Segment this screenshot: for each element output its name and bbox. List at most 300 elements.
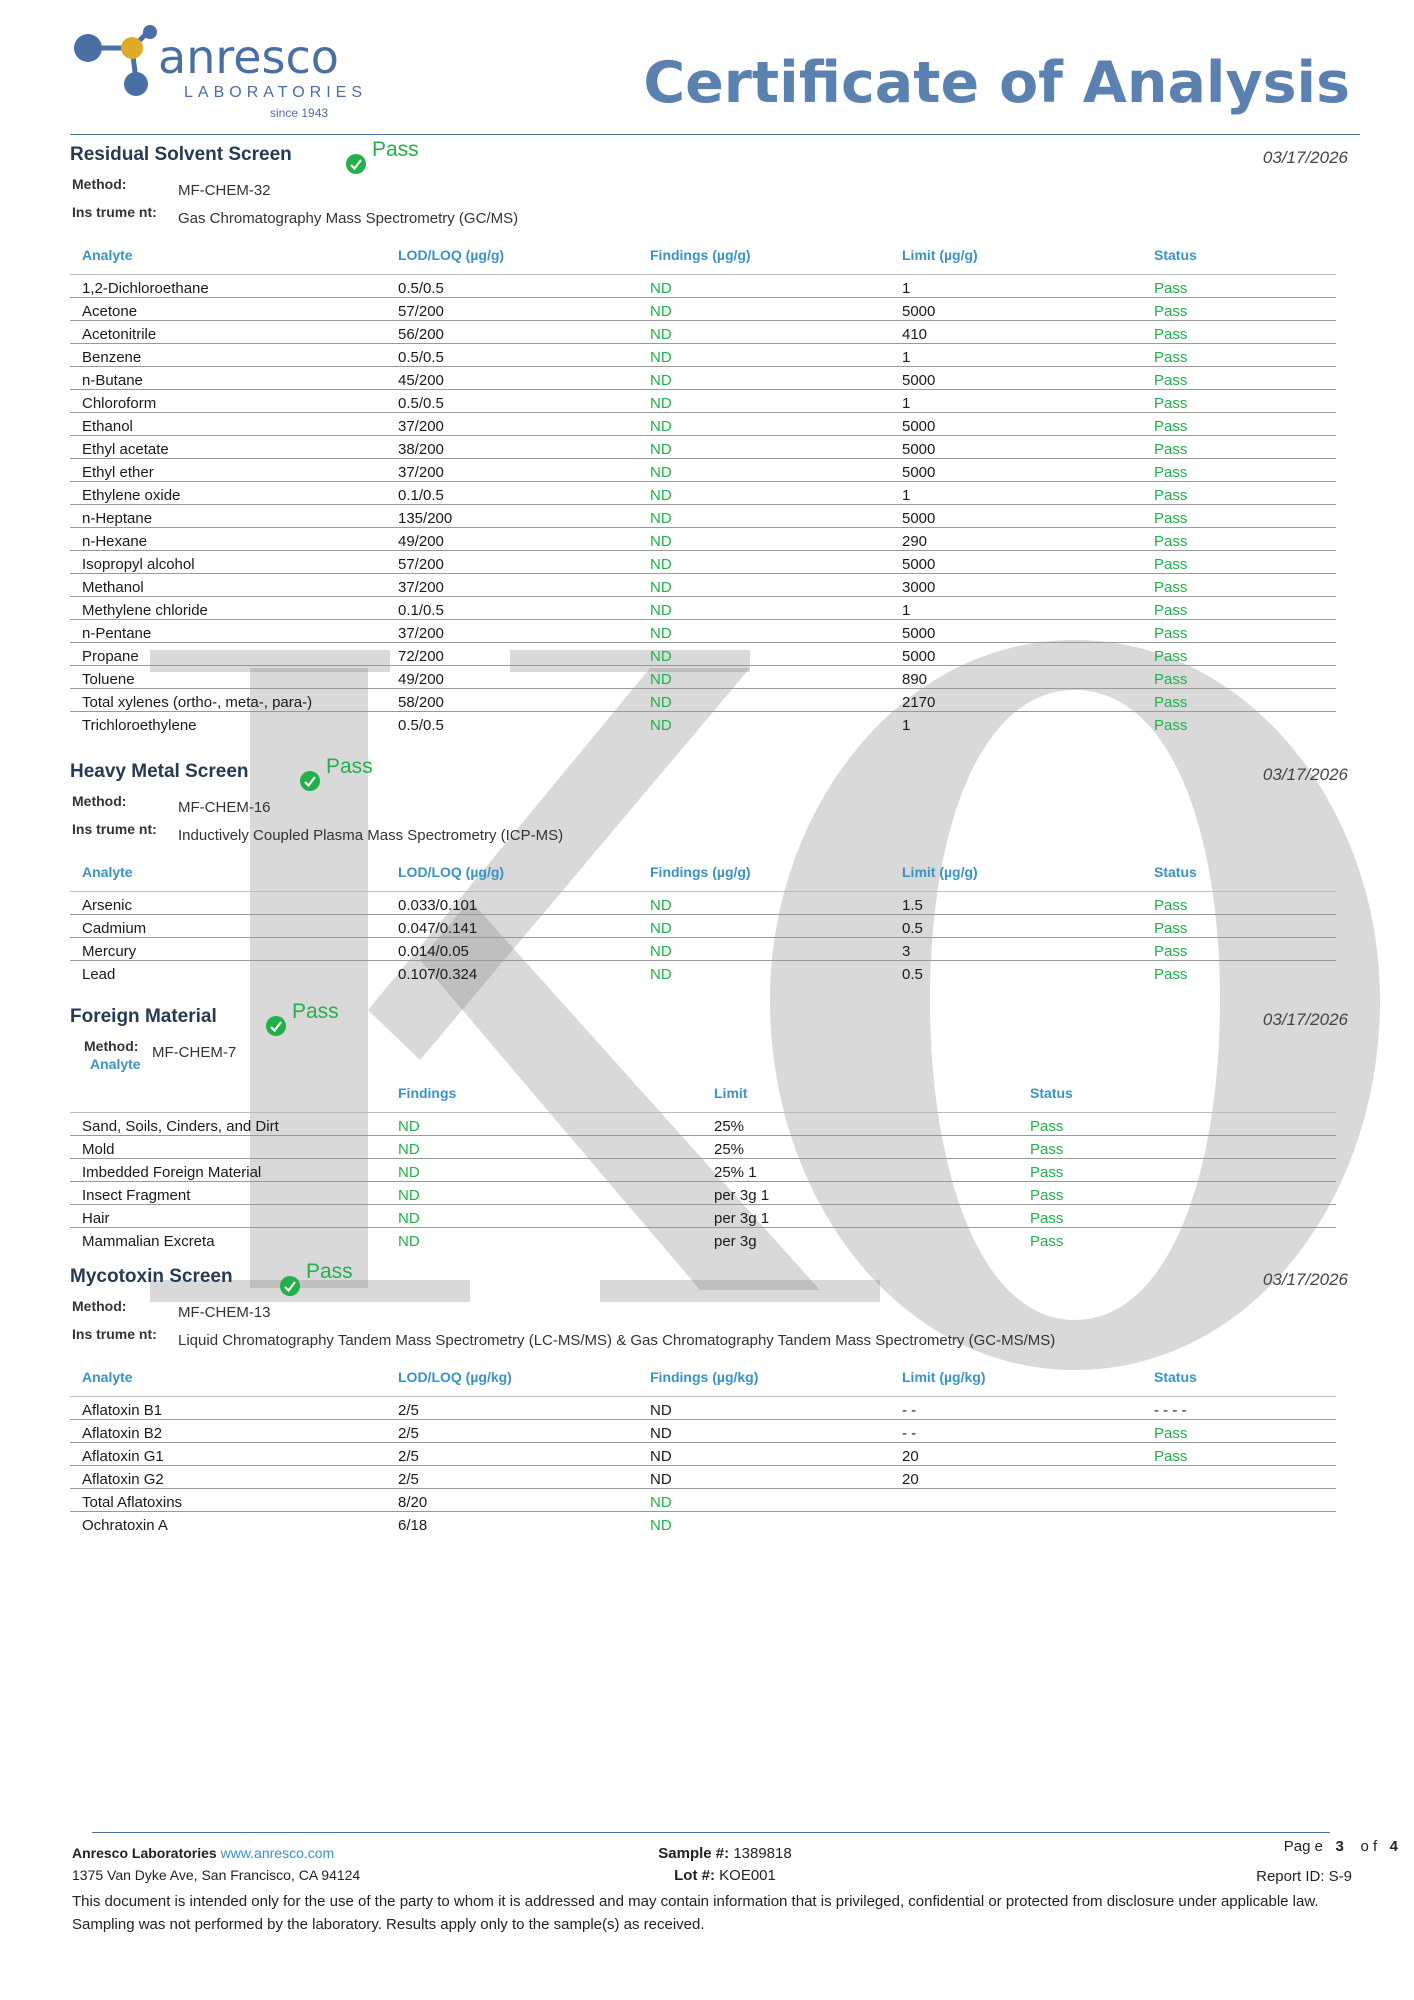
table-cell: ND — [638, 343, 890, 366]
method-row — [70, 1296, 1350, 1324]
table-row — [70, 366, 1336, 389]
column-header: Limit (µg/g) — [890, 857, 1142, 891]
page-total: 4 — [1389, 1838, 1398, 1855]
table-cell: Mercury — [70, 937, 386, 960]
table-row — [70, 412, 1336, 435]
table-cell: 37/200 — [386, 458, 638, 481]
status-text: Pass — [372, 138, 419, 161]
logo-since: since 1943 — [270, 106, 329, 120]
table-cell: Pass — [1018, 1181, 1336, 1204]
table-cell: ND — [638, 573, 890, 596]
section-status — [266, 1002, 339, 1036]
table-cell — [1142, 1511, 1336, 1534]
table-row — [70, 343, 1336, 366]
table-cell: Pass — [1142, 1419, 1336, 1442]
table-row — [70, 711, 1336, 734]
table-cell: 0.1/0.5 — [386, 481, 638, 504]
table-cell: Pass — [1018, 1158, 1336, 1181]
table-cell: per 3g 1 — [702, 1181, 1018, 1204]
table-cell: ND — [638, 688, 890, 711]
column-header: Analyte — [70, 240, 386, 274]
lot-label: Lot #: — [674, 1867, 715, 1884]
column-header: Limit (µg/kg) — [890, 1362, 1142, 1396]
method-label: Method: — [72, 1298, 127, 1314]
disclaimer: This document is intended only for the use of the party to whom it is addressed and may contain information that is privileged, confidential or protected from disclosure under applicable law. Sampling was not performed by the laboratory. Results apply only to the sample(s) as received. — [72, 1893, 1319, 1933]
instrument-value: Gas Chromatography Mass Spectrometry (GC/MS) — [178, 210, 519, 227]
table-header-row — [70, 1362, 1336, 1396]
molecule-logo-icon — [72, 24, 162, 104]
method-value: MF-CHEM-16 — [178, 799, 271, 816]
table-cell: Total xylenes (ortho-, meta-, para-) — [70, 688, 386, 711]
table-cell: Pass — [1142, 481, 1336, 504]
table-cell: 56/200 — [386, 320, 638, 343]
column-header: Status — [1142, 857, 1336, 891]
section-status — [346, 140, 419, 174]
pass-check-icon — [280, 1276, 300, 1296]
column-header: LOD/LOQ (µg/kg) — [386, 1362, 638, 1396]
table-cell: Pass — [1142, 550, 1336, 573]
table-cell: Total Aflatoxins — [70, 1488, 386, 1511]
table-cell — [1142, 1465, 1336, 1488]
table-cell: Ethylene oxide — [70, 481, 386, 504]
table-cell: 72/200 — [386, 642, 638, 665]
table-cell: ND — [638, 458, 890, 481]
table-cell: Pass — [1018, 1112, 1336, 1135]
column-header: LOD/LOQ (µg/g) — [386, 240, 638, 274]
table-cell: 49/200 — [386, 665, 638, 688]
residual-solvent-section — [70, 140, 1350, 734]
table-cell: 2/5 — [386, 1419, 638, 1442]
table-cell: ND — [650, 1517, 672, 1534]
table-cell: Ochratoxin A — [82, 1517, 168, 1534]
heavy-metal-table — [70, 857, 1336, 983]
table-cell: 1 — [890, 481, 1142, 504]
section-title: Mycotoxin Screen — [70, 1266, 233, 1287]
table-cell: ND — [638, 274, 890, 297]
table-cell — [1142, 1488, 1336, 1511]
table-cell: 410 — [890, 320, 1142, 343]
table-row — [70, 1465, 1336, 1488]
lot-number: KOE001 — [719, 1867, 776, 1884]
section-date: 03/17/2026 — [1262, 765, 1348, 784]
table-cell: n-Butane — [70, 366, 386, 389]
column-header: Limit (µg/g) — [890, 240, 1142, 274]
table-cell: 2/5 — [386, 1396, 638, 1419]
table-cell: ND — [638, 1419, 890, 1442]
table-cell: ND — [638, 481, 890, 504]
table-cell: Ethyl ether — [70, 458, 386, 481]
table-header-row — [70, 857, 1336, 891]
table-cell: Hair — [70, 1204, 386, 1227]
table-cell: 2170 — [890, 688, 1142, 711]
table-cell: ND — [638, 320, 890, 343]
column-header: Status — [1142, 1362, 1336, 1396]
table-cell: Acetonitrile — [70, 320, 386, 343]
table-cell: Pass — [1142, 504, 1336, 527]
table-row — [70, 1112, 1336, 1135]
table-cell: ND — [638, 1488, 890, 1511]
table-cell: 58/200 — [386, 688, 638, 711]
table-row — [70, 1511, 1336, 1534]
table-cell: Pass — [1142, 642, 1336, 665]
table-row — [70, 937, 1336, 960]
method-row — [70, 1036, 1350, 1072]
footer-lab-info — [72, 1842, 360, 1886]
table-cell: 0.5 — [902, 966, 923, 983]
table-cell: 0.1/0.5 — [386, 596, 638, 619]
table-cell: 890 — [890, 665, 1142, 688]
footer-sample-info — [610, 1843, 840, 1887]
column-header: Analyte — [70, 1362, 386, 1396]
table-cell: Imbedded Foreign Material — [70, 1158, 386, 1181]
sample-number: 1389818 — [733, 1845, 792, 1862]
table-cell: Pass — [1018, 1204, 1336, 1227]
table-cell: 290 — [890, 527, 1142, 550]
table-cell: per 3g 1 — [702, 1204, 1018, 1227]
table-cell: Pass — [1018, 1135, 1336, 1158]
table-cell: ND — [386, 1158, 702, 1181]
company-logo — [72, 24, 372, 120]
table-row — [70, 550, 1336, 573]
table-cell: - - — [890, 1396, 1142, 1419]
table-cell: Pass — [1154, 717, 1188, 734]
page-word: Pag e — [1283, 1838, 1323, 1855]
method-label: Method: — [72, 793, 127, 809]
table-cell: Pass — [1142, 619, 1336, 642]
table-cell: 3 — [890, 937, 1142, 960]
section-title: Foreign Material — [70, 1006, 217, 1027]
table-row — [70, 1181, 1336, 1204]
table-cell: Pass — [1142, 573, 1336, 596]
table-cell: Arsenic — [70, 891, 386, 914]
table-cell: ND — [386, 1135, 702, 1158]
table-cell: 0.5/0.5 — [386, 274, 638, 297]
table-cell: 1 — [890, 596, 1142, 619]
table-cell: 20 — [890, 1442, 1142, 1465]
foreign-material-table — [70, 1078, 1336, 1250]
table-cell: Lead — [82, 966, 116, 983]
table-row — [70, 665, 1336, 688]
table-cell: 49/200 — [386, 527, 638, 550]
table-cell: Pass — [1142, 320, 1336, 343]
table-cell: ND — [638, 937, 890, 960]
table-cell: Pass — [1154, 966, 1188, 983]
table-cell: - - - - — [1142, 1396, 1336, 1419]
table-cell: 0.5/0.5 — [386, 389, 638, 412]
section-date: 03/17/2026 — [1262, 1010, 1348, 1029]
page-number: 3 — [1335, 1838, 1344, 1855]
logo-wordmark: anresco — [158, 30, 339, 84]
table-cell: 57/200 — [386, 550, 638, 573]
table-cell: ND — [638, 1465, 890, 1488]
table-cell: ND — [386, 1181, 702, 1204]
method-value: MF-CHEM-7 — [152, 1044, 237, 1061]
lab-website-link[interactable]: www.anresco.com — [220, 1845, 335, 1861]
method-value: MF-CHEM-13 — [178, 1304, 271, 1321]
table-cell — [890, 1511, 1142, 1534]
table-cell: 5000 — [890, 619, 1142, 642]
lab-address: 1375 Van Dyke Ave, San Francisco, CA 94124 — [72, 1867, 361, 1883]
heavy-metal-section — [70, 757, 1350, 983]
residual-solvent-table — [70, 240, 1336, 734]
foreign-material-section — [70, 1002, 1350, 1250]
column-header: Limit — [702, 1078, 1018, 1112]
table-cell: Pass — [1142, 274, 1336, 297]
section-status — [300, 757, 373, 791]
table-cell: Pass — [1142, 937, 1336, 960]
table-row — [70, 527, 1336, 550]
section-title: Residual Solvent Screen — [70, 144, 292, 165]
column-header: Analyte — [70, 857, 386, 891]
table-cell: Pass — [1142, 527, 1336, 550]
table-cell: ND — [398, 1233, 420, 1250]
instrument-label: Ins trume nt: — [72, 821, 157, 837]
instrument-row — [70, 1324, 1350, 1352]
table-cell: ND — [638, 642, 890, 665]
table-cell: Methanol — [70, 573, 386, 596]
report-id: Report ID: S-9 — [1256, 1868, 1352, 1885]
table-cell: Pass — [1142, 1442, 1336, 1465]
table-cell: 45/200 — [386, 366, 638, 389]
section-date: 03/17/2026 — [1262, 1270, 1348, 1289]
method-label: Method: — [72, 176, 127, 192]
table-cell: 5000 — [890, 458, 1142, 481]
table-cell: 0.014/0.05 — [386, 937, 638, 960]
table-row — [70, 504, 1336, 527]
column-header: Status — [1142, 240, 1336, 274]
page-of: o f — [1360, 1838, 1378, 1855]
table-row — [70, 1419, 1336, 1442]
table-cell: Propane — [70, 642, 386, 665]
table-row — [70, 320, 1336, 343]
table-cell: ND — [650, 717, 672, 734]
table-row — [70, 481, 1336, 504]
table-cell: 0.047/0.141 — [386, 914, 638, 937]
table-cell: Aflatoxin G1 — [70, 1442, 386, 1465]
table-row — [70, 1488, 1336, 1511]
table-cell: 0.5/0.5 — [386, 343, 638, 366]
table-row — [70, 458, 1336, 481]
column-header: Findings (µg/g) — [638, 240, 890, 274]
table-cell: per 3g — [714, 1233, 757, 1250]
instrument-value: Liquid Chromatography Tandem Mass Spectrometry (LC-MS/MS) & Gas Chromatography Tandem Mass Spectrometry (GC-MS/MS) — [178, 1332, 1056, 1349]
table-row — [70, 1158, 1336, 1181]
table-cell: ND — [386, 1204, 702, 1227]
table-cell: 2/5 — [386, 1465, 638, 1488]
table-cell: 25% 1 — [702, 1158, 1018, 1181]
mycotoxin-table — [70, 1362, 1336, 1534]
table-row — [70, 596, 1336, 619]
table-cell: ND — [638, 665, 890, 688]
instrument-value: Inductively Coupled Plasma Mass Spectrometry (ICP-MS) — [178, 827, 564, 844]
table-cell: 0.5 — [890, 914, 1142, 937]
column-header: Findings — [386, 1078, 702, 1112]
table-cell: 25% — [702, 1135, 1018, 1158]
logo-subtitle: LABORATORIES — [184, 84, 367, 101]
table-cell: Ethyl acetate — [70, 435, 386, 458]
table-cell — [890, 1488, 1142, 1511]
method-row — [70, 791, 1350, 819]
table-cell: 25% — [702, 1112, 1018, 1135]
column-header: Findings (µg/kg) — [638, 1362, 890, 1396]
status-text: Pass — [306, 1260, 353, 1283]
table-cell: ND — [650, 966, 672, 983]
table-cell: 0.107/0.324 — [398, 966, 478, 983]
analyte-header: Analyte — [90, 1056, 141, 1072]
table-cell: n-Heptane — [70, 504, 386, 527]
table-cell: ND — [638, 619, 890, 642]
table-cell: Trichloroethylene — [82, 717, 197, 734]
status-text: Pass — [326, 755, 373, 778]
table-cell: 2/5 — [386, 1442, 638, 1465]
table-cell: ND — [638, 366, 890, 389]
table-row — [70, 688, 1336, 711]
table-header-row — [70, 1078, 1336, 1112]
method-row — [70, 174, 1350, 202]
table-cell: Pass — [1142, 891, 1336, 914]
table-row — [70, 914, 1336, 937]
table-cell: Pass — [1142, 412, 1336, 435]
table-cell: 135/200 — [386, 504, 638, 527]
table-cell: Sand, Soils, Cinders, and Dirt — [70, 1112, 386, 1135]
instrument-row — [70, 202, 1350, 230]
table-header-row — [70, 240, 1336, 274]
mycotoxin-section — [70, 1262, 1350, 1534]
table-cell: Pass — [1142, 458, 1336, 481]
table-row — [70, 1442, 1336, 1465]
table-row — [70, 297, 1336, 320]
section-title: Heavy Metal Screen — [70, 761, 249, 782]
table-cell: Pass — [1142, 297, 1336, 320]
table-cell: ND — [638, 412, 890, 435]
table-cell: ND — [638, 297, 890, 320]
table-cell: 1 — [890, 389, 1142, 412]
table-cell: 1.5 — [890, 891, 1142, 914]
table-cell: 8/20 — [386, 1488, 638, 1511]
table-cell: Aflatoxin B2 — [70, 1419, 386, 1442]
table-row — [70, 1204, 1336, 1227]
table-cell: Pass — [1142, 914, 1336, 937]
table-cell: ND — [638, 891, 890, 914]
table-cell: Mold — [70, 1135, 386, 1158]
table-cell: Pass — [1142, 596, 1336, 619]
table-cell: 1 — [890, 343, 1142, 366]
section-status — [280, 1262, 353, 1296]
table-row — [70, 573, 1336, 596]
table-cell: Aflatoxin B1 — [70, 1396, 386, 1419]
table-cell: 5000 — [890, 412, 1142, 435]
table-cell: 37/200 — [386, 573, 638, 596]
pass-check-icon — [300, 771, 320, 791]
table-cell: Pass — [1142, 366, 1336, 389]
column-header-blank — [70, 1078, 386, 1112]
table-cell: Pass — [1142, 389, 1336, 412]
table-cell: ND — [638, 389, 890, 412]
table-cell: ND — [638, 914, 890, 937]
table-cell: Insect Fragment — [70, 1181, 386, 1204]
method-label: Method: — [84, 1038, 139, 1054]
table-cell: n-Hexane — [70, 527, 386, 550]
table-cell: 1,2-Dichloroethane — [70, 274, 386, 297]
table-cell: Pass — [1142, 665, 1336, 688]
table-cell: Pass — [1142, 343, 1336, 366]
table-cell: 57/200 — [386, 297, 638, 320]
table-row — [70, 1227, 1336, 1250]
table-cell: ND — [638, 1396, 890, 1419]
table-cell: ND — [638, 435, 890, 458]
table-cell: ND — [386, 1112, 702, 1135]
table-cell: 20 — [890, 1465, 1142, 1488]
table-cell: ND — [638, 1442, 890, 1465]
table-cell: 5000 — [890, 435, 1142, 458]
table-cell: 37/200 — [386, 412, 638, 435]
table-cell: Acetone — [70, 297, 386, 320]
table-cell: - - — [890, 1419, 1142, 1442]
table-cell: 5000 — [890, 297, 1142, 320]
table-row — [70, 619, 1336, 642]
pass-check-icon — [346, 154, 366, 174]
table-cell: 6/18 — [398, 1517, 428, 1534]
document-title: Certificate of Analysis — [643, 50, 1350, 116]
table-cell: Ethanol — [70, 412, 386, 435]
table-row — [70, 389, 1336, 412]
table-cell: 5000 — [890, 642, 1142, 665]
table-row — [70, 274, 1336, 297]
column-header: Findings (µg/g) — [638, 857, 890, 891]
column-header: Status — [1018, 1078, 1336, 1112]
table-row — [70, 1396, 1336, 1419]
table-row — [70, 1135, 1336, 1158]
table-cell: Chloroform — [70, 389, 386, 412]
method-value: MF-CHEM-32 — [178, 182, 271, 199]
table-cell: ND — [638, 527, 890, 550]
table-row — [70, 642, 1336, 665]
table-row — [70, 435, 1336, 458]
status-text: Pass — [292, 1000, 339, 1023]
page-indicator — [1284, 1838, 1398, 1855]
table-cell: ND — [638, 550, 890, 573]
table-cell: 37/200 — [386, 619, 638, 642]
section-date: 03/17/2026 — [1262, 148, 1348, 167]
table-cell: Toluene — [70, 665, 386, 688]
instrument-row — [70, 819, 1350, 847]
table-cell: Pass — [1030, 1233, 1064, 1250]
table-cell: 5000 — [890, 366, 1142, 389]
table-cell: Pass — [1142, 688, 1336, 711]
column-header: LOD/LOQ (µg/g) — [386, 857, 638, 891]
table-cell: 5000 — [890, 550, 1142, 573]
table-cell: Mammalian Excreta — [82, 1233, 215, 1250]
table-cell: 0.033/0.101 — [386, 891, 638, 914]
table-cell: Isopropyl alcohol — [70, 550, 386, 573]
instrument-label: Ins trume nt: — [72, 204, 157, 220]
table-cell: Aflatoxin G2 — [70, 1465, 386, 1488]
table-cell: Methylene chloride — [70, 596, 386, 619]
pass-check-icon — [266, 1016, 286, 1036]
table-cell: 1 — [890, 274, 1142, 297]
table-cell: 38/200 — [386, 435, 638, 458]
header-divider — [70, 134, 1360, 135]
table-cell: 5000 — [890, 504, 1142, 527]
table-cell: ND — [638, 504, 890, 527]
table-cell: 3000 — [890, 573, 1142, 596]
table-cell: Benzene — [70, 343, 386, 366]
lab-name: Anresco Laboratories — [72, 1845, 217, 1861]
table-cell: n-Pentane — [70, 619, 386, 642]
instrument-label: Ins trume nt: — [72, 1326, 157, 1342]
table-cell: Pass — [1142, 435, 1336, 458]
table-cell: Cadmium — [70, 914, 386, 937]
